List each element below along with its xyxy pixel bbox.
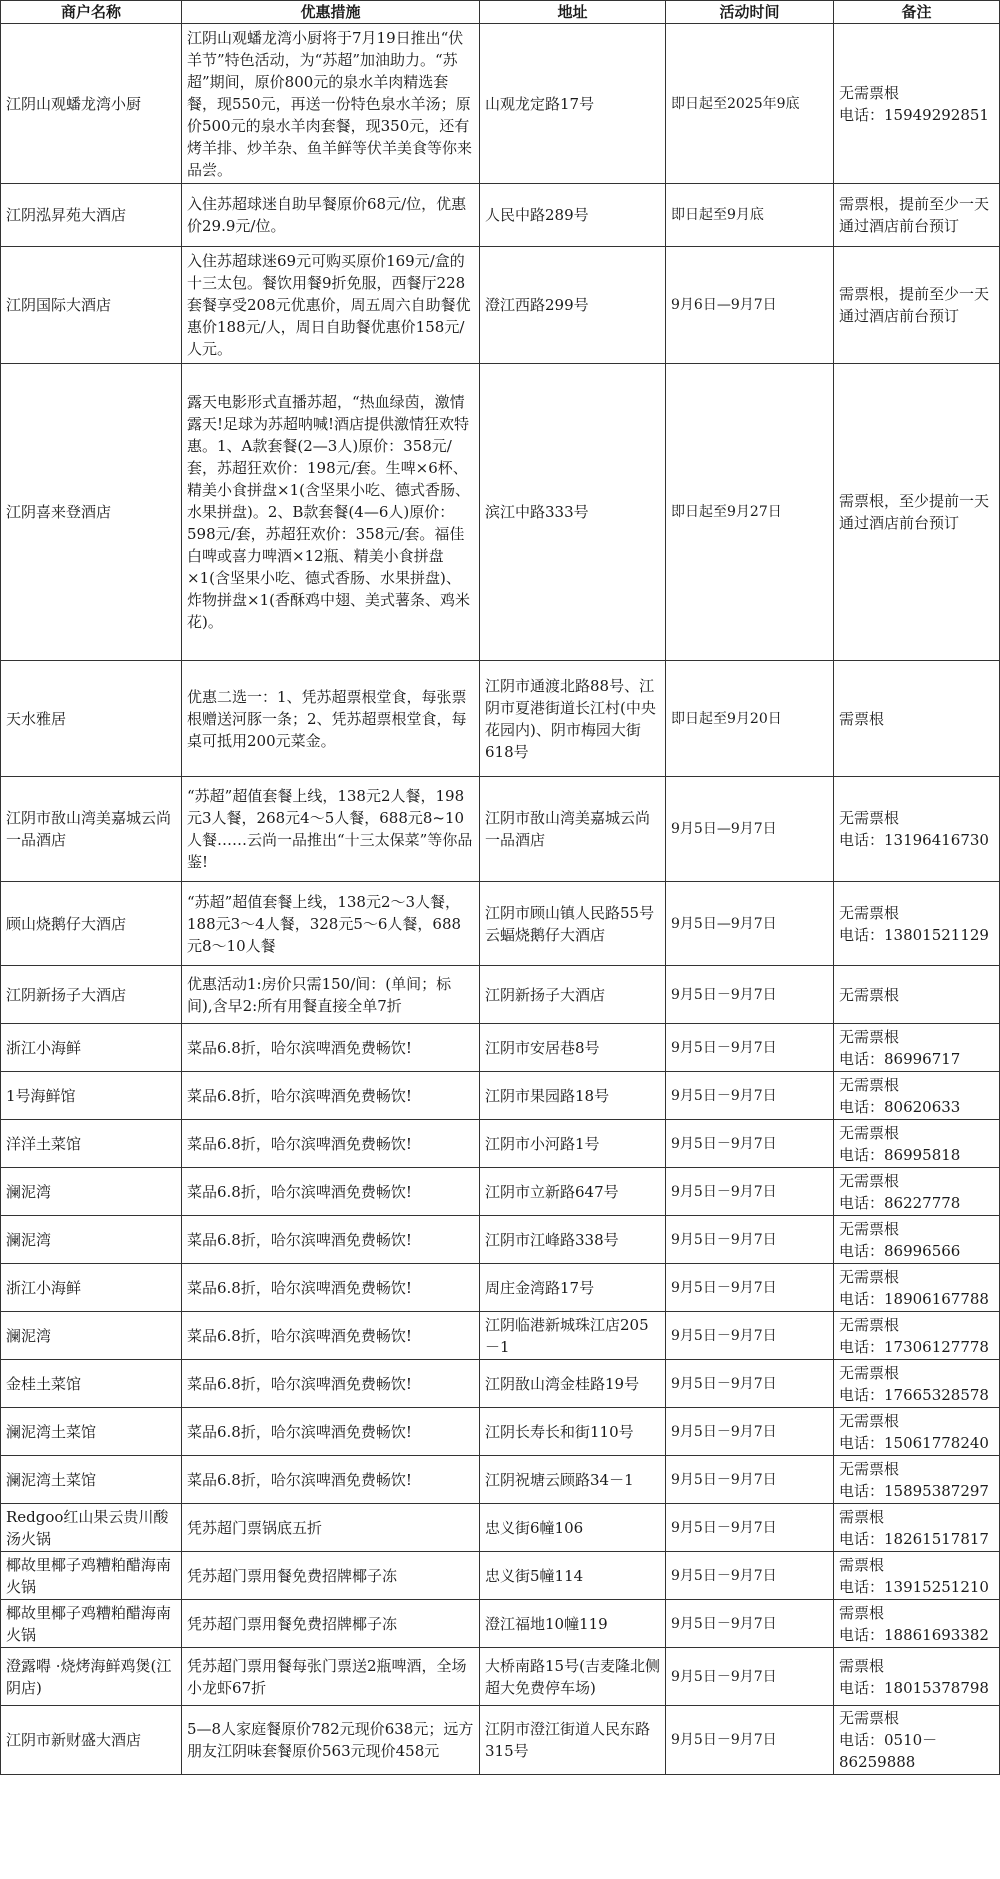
offer-text: 凭苏超门票用餐免费招牌椰子冻: [182, 1600, 480, 1648]
remark: [834, 777, 1000, 882]
table-row: [1, 1312, 1000, 1360]
table-row: [1, 1360, 1000, 1408]
remark-line-1: 需票根，提前至少一天通过酒店前台预订: [839, 195, 990, 235]
table-row: [1, 966, 1000, 1024]
header-offer: 优惠措施: [182, 1, 480, 24]
remark: [834, 24, 1000, 184]
remark-line-2: 电话：86995818: [839, 1145, 961, 1164]
remark: [834, 1120, 1000, 1168]
offer-text: 入住苏超球迷自助早餐原价68元/位，优惠价29.9元/位。: [182, 184, 480, 247]
remark-line-2: 电话：86996566: [839, 1241, 961, 1260]
address: 周庄金湾路17号: [480, 1264, 666, 1312]
offer-text: 菜品6.8折，哈尔滨啤酒免费畅饮!: [182, 1360, 480, 1408]
offer-text: 菜品6.8折，哈尔滨啤酒免费畅饮!: [182, 1456, 480, 1504]
address: 江阴市澄江街道人民东路315号: [480, 1706, 666, 1775]
address: 江阴新扬子大酒店: [480, 966, 666, 1024]
activity-time: 9月5日－9月7日: [666, 1456, 834, 1504]
offer-text: 江阴山观蟠龙湾小厨将于7月19日推出“伏羊节”特色活动，为“苏超”加油助力。“苏超”期间，原价800元的泉水羊肉精选套餐，现550元，再送一份特色泉水羊汤；原价500元的泉水羊肉套餐，现350元，还有烤羊排、炒羊杂、鱼羊鲜等伏羊美食等你来品尝。: [182, 24, 480, 184]
address: 忠义街5幢114: [480, 1552, 666, 1600]
remark-line-1: 需票根，至少提前一天通过酒店前台预订: [839, 492, 990, 532]
merchant-name: 洋洋土菜馆: [1, 1120, 182, 1168]
remark-line-2: 电话：17306127778: [839, 1337, 989, 1356]
remark: [834, 247, 1000, 364]
remark-line-1: 需票根: [839, 1603, 885, 1622]
remark-line-1: 无需票根: [839, 809, 900, 827]
address: 澄江福地10幢119: [480, 1600, 666, 1648]
table-row: [1, 1600, 1000, 1648]
address: 江阴市果园路18号: [480, 1072, 666, 1120]
activity-time: 9月5日－9月7日: [666, 1706, 834, 1775]
address: 江阴市立新路647号: [480, 1168, 666, 1216]
address: 大桥南路15号(吉麦隆北侧超大免费停车场): [480, 1648, 666, 1706]
activity-time: 9月5日－9月7日: [666, 1312, 834, 1360]
address: 澄江西路299号: [480, 247, 666, 364]
remark-line-1: 无需票根: [839, 1123, 900, 1142]
merchant-name: 澜泥湾土菜馆: [1, 1456, 182, 1504]
offer-text: 菜品6.8折，哈尔滨啤酒免费畅饮!: [182, 1312, 480, 1360]
activity-time: 9月5日—9月7日: [666, 777, 834, 882]
merchant-name: Redgoo红山果云贵川酸汤火锅: [1, 1504, 182, 1552]
remark-line-2: 电话：86227778: [839, 1193, 961, 1212]
remark-line-2: 电话：18261517817: [839, 1529, 989, 1548]
merchant-name: 椰故里椰子鸡糟粕醋海南火锅: [1, 1600, 182, 1648]
address: 江阴市安居巷8号: [480, 1024, 666, 1072]
merchant-name: 澜泥湾: [1, 1216, 182, 1264]
address: 江阴长寿长和街110号: [480, 1408, 666, 1456]
merchant-name: 1号海鲜馆: [1, 1072, 182, 1120]
remark: [834, 1360, 1000, 1408]
address: 江阴市顾山镇人民路55号云蝠烧鹅仔大酒店: [480, 882, 666, 966]
remark-line-1: 无需票根: [839, 1027, 900, 1046]
merchant-name: 江阴市敔山湾美嘉城云尚一品酒店: [1, 777, 182, 882]
remark-line-1: 无需票根: [839, 985, 900, 1004]
merchant-name: 天水雅居: [1, 661, 182, 777]
table-row: [1, 1120, 1000, 1168]
merchant-name: 浙江小海鲜: [1, 1264, 182, 1312]
activity-time: 9月5日－9月7日: [666, 1120, 834, 1168]
offer-text: 菜品6.8折，哈尔滨啤酒免费畅饮!: [182, 1072, 480, 1120]
table-row: [1, 1408, 1000, 1456]
address: 山观龙定路17号: [480, 24, 666, 184]
remark: [834, 1552, 1000, 1600]
remark: [834, 1648, 1000, 1706]
remark-line-2: 电话：13915251210: [839, 1577, 989, 1596]
offer-text: 凭苏超门票用餐每张门票送2瓶啤酒，全场小龙虾67折: [182, 1648, 480, 1706]
offer-text: 凭苏超门票锅底五折: [182, 1504, 480, 1552]
remark-line-2: 电话：15061778240: [839, 1433, 989, 1452]
table-row: [1, 1648, 1000, 1706]
remark-line-2: 电话：15895387297: [839, 1481, 989, 1500]
remark-line-1: 需票根: [839, 709, 885, 728]
remark-line-1: 无需票根: [839, 1267, 900, 1286]
remark-line-1: 无需票根: [839, 903, 900, 922]
offer-text: 菜品6.8折，哈尔滨啤酒免费畅饮!: [182, 1120, 480, 1168]
address: 江阴市通渡北路88号、江阴市夏港街道长江村(中央花园内)、阴市梅园大街618号: [480, 661, 666, 777]
table-row: [1, 24, 1000, 184]
remark: [834, 364, 1000, 661]
table-row: [1, 1264, 1000, 1312]
address: 江阴祝塘云顾路34－1: [480, 1456, 666, 1504]
activity-time: 9月5日—9月7日: [666, 882, 834, 966]
remark-line-2: 电话：18015378798: [839, 1678, 989, 1697]
merchant-name: 金桂土菜馆: [1, 1360, 182, 1408]
remark: [834, 1456, 1000, 1504]
merchant-name: 江阴山观蟠龙湾小厨: [1, 24, 182, 184]
remark-line-1: 无需票根: [839, 1315, 900, 1334]
header-time: 活动时间: [666, 1, 834, 24]
table-row: [1, 184, 1000, 247]
offer-text: 优惠活动1:房价只需150/间：(单间；标间),含早2:所有用餐直接全单7折: [182, 966, 480, 1024]
remark-line-2: 电话：18906167788: [839, 1289, 989, 1308]
activity-time: 9月5日－9月7日: [666, 1600, 834, 1648]
remark-line-2: 电话：15949292851: [839, 105, 989, 124]
activity-time: 9月5日－9月7日: [666, 1648, 834, 1706]
table-row: [1, 1216, 1000, 1264]
table-row: [1, 1706, 1000, 1775]
remark-line-1: 无需票根: [839, 1411, 900, 1430]
address: 江阴临港新城珠江店205－1: [480, 1312, 666, 1360]
activity-time: 即日起至9月27日: [666, 364, 834, 661]
address: 江阴市敔山湾美嘉城云尚一品酒店: [480, 777, 666, 882]
header-note: 备注: [834, 1, 1000, 24]
offer-text: 菜品6.8折，哈尔滨啤酒免费畅饮!: [182, 1168, 480, 1216]
table-row: [1, 364, 1000, 661]
remark-line-2: 电话：86996717: [839, 1049, 961, 1068]
activity-time: 即日起至2025年9底: [666, 24, 834, 184]
remark-line-1: 需票根: [839, 1656, 885, 1675]
activity-time: 9月5日－9月7日: [666, 1024, 834, 1072]
offer-text: “苏超”超值套餐上线，138元2～3人餐，188元3～4人餐，328元5～6人餐，688元8～10人餐: [182, 882, 480, 966]
activity-time: 9月5日－9月7日: [666, 1264, 834, 1312]
activity-time: 9月5日－9月7日: [666, 1360, 834, 1408]
remark: [834, 1216, 1000, 1264]
remark-line-2: 电话：13196416730: [839, 831, 989, 849]
table-row: [1, 1168, 1000, 1216]
activity-time: 9月5日－9月7日: [666, 966, 834, 1024]
table-row: [1, 247, 1000, 364]
offer-text: 菜品6.8折，哈尔滨啤酒免费畅饮!: [182, 1024, 480, 1072]
activity-time: 9月5日－9月7日: [666, 1216, 834, 1264]
remark: [834, 1168, 1000, 1216]
remark: [834, 1504, 1000, 1552]
merchant-name: 澜泥湾: [1, 1312, 182, 1360]
remark: [834, 184, 1000, 247]
remark: [834, 1024, 1000, 1072]
activity-time: 9月6日—9月7日: [666, 247, 834, 364]
table-row: [1, 661, 1000, 777]
address: 滨江中路333号: [480, 364, 666, 661]
remark: [834, 1072, 1000, 1120]
remark-line-2: 电话：17665328578: [839, 1385, 989, 1404]
merchant-name: 浙江小海鲜: [1, 1024, 182, 1072]
merchant-name: 顾山烧鹅仔大酒店: [1, 882, 182, 966]
offer-text: 露天电影形式直播苏超，“热血绿茵，激情露天!足球为苏超呐喊!酒店提供激情狂欢特惠。1、A款套餐(2—3人)原价：358元/套，苏超狂欢价：198元/套。生啤×6杯、精美小食拼盘×1(含坚果小吃、德式香肠、水果拼盘)。2、B款套餐(4—6人)原价：598元/套，苏超狂欢价：358元/套。福佳白啤或喜力啤酒×12瓶、精美小食拼盘×1(含坚果小吃、德式香肠、水果拼盘)、炸物拼盘×1(香酥鸡中翅、美式薯条、鸡米花)。: [182, 364, 480, 661]
table-row: [1, 777, 1000, 882]
merchant-name: 澄露嘚 ·烧烤海鲜鸡煲(江阴店): [1, 1648, 182, 1706]
address: 江阴市小河路1号: [480, 1120, 666, 1168]
remark-line-1: 无需票根: [839, 83, 900, 102]
activity-time: 9月5日－9月7日: [666, 1168, 834, 1216]
remark-line-1: 需票根: [839, 1507, 885, 1526]
activity-time: 即日起至9月底: [666, 184, 834, 247]
offer-text: 菜品6.8折，哈尔滨啤酒免费畅饮!: [182, 1216, 480, 1264]
remark: [834, 1312, 1000, 1360]
activity-time: 9月5日－9月7日: [666, 1072, 834, 1120]
remark-line-2: 电话：0510－86259888: [839, 1731, 938, 1771]
table-row: [1, 882, 1000, 966]
activity-time: 9月5日－9月7日: [666, 1552, 834, 1600]
remark: [834, 1600, 1000, 1648]
address: 江阴市江峰路338号: [480, 1216, 666, 1264]
remark-line-1: 无需票根: [839, 1075, 900, 1094]
remark: [834, 882, 1000, 966]
address: 人民中路289号: [480, 184, 666, 247]
remark-line-1: 无需票根: [839, 1171, 900, 1190]
header-address: 地址: [480, 1, 666, 24]
merchant-name: 澜泥湾土菜馆: [1, 1408, 182, 1456]
remark-line-1: 无需票根: [839, 1709, 900, 1727]
merchant-name: 江阴国际大酒店: [1, 247, 182, 364]
merchant-name: 椰故里椰子鸡糟粕醋海南火锅: [1, 1552, 182, 1600]
offer-text: 菜品6.8折，哈尔滨啤酒免费畅饮!: [182, 1264, 480, 1312]
offer-text: 入住苏超球迷69元可购买原价169元/盒的十三太包。餐饮用餐9折免服，西餐厅228套餐享受208元优惠价，周五周六自助餐优惠价188元/人，周日自助餐优惠价158元/人元。: [182, 247, 480, 364]
table-row: [1, 1552, 1000, 1600]
table-row: [1, 1072, 1000, 1120]
remark-line-2: 电话：80620633: [839, 1097, 961, 1116]
offer-text: 5—8人家庭餐原价782元现价638元；远方朋友江阴味套餐原价563元现价458元: [182, 1706, 480, 1775]
remark: [834, 661, 1000, 777]
remark: [834, 966, 1000, 1024]
offer-text: 凭苏超门票用餐免费招牌椰子冻: [182, 1552, 480, 1600]
activity-time: 即日起至9月20日: [666, 661, 834, 777]
offer-text: 优惠二选一：1、凭苏超票根堂食，每张票根赠送河豚一条；2、凭苏超票根堂食，每桌可抵用200元菜金。: [182, 661, 480, 777]
address: 忠义街6幢106: [480, 1504, 666, 1552]
merchant-name: 江阴新扬子大酒店: [1, 966, 182, 1024]
remark-line-1: 无需票根: [839, 1363, 900, 1382]
merchant-name: 江阴喜来登酒店: [1, 364, 182, 661]
activity-time: 9月5日－9月7日: [666, 1408, 834, 1456]
remark-line-1: 无需票根: [839, 1459, 900, 1478]
header-name: 商户名称: [1, 1, 182, 24]
merchant-name: 江阴泓昇苑大酒店: [1, 184, 182, 247]
remark-line-1: 需票根: [839, 1555, 885, 1574]
offer-text: “苏超”超值套餐上线，138元2人餐，198元3人餐，268元4～5人餐，688元8~10人餐……云尚一品推出“十三太保菜”等你品鉴!: [182, 777, 480, 882]
remark-line-2: 电话：13801521129: [839, 925, 989, 944]
remark-line-1: 无需票根: [839, 1219, 900, 1238]
remark: [834, 1706, 1000, 1775]
merchant-name: 澜泥湾: [1, 1168, 182, 1216]
merchant-name: 江阴市新财盛大酒店: [1, 1706, 182, 1775]
remark-line-2: 电话：18861693382: [839, 1625, 989, 1644]
remark-line-1: 需票根，提前至少一天通过酒店前台预订: [839, 285, 990, 325]
table-row: [1, 1024, 1000, 1072]
activity-time: 9月5日－9月7日: [666, 1504, 834, 1552]
offer-text: 菜品6.8折，哈尔滨啤酒免费畅饮!: [182, 1408, 480, 1456]
address: 江阴敔山湾金桂路19号: [480, 1360, 666, 1408]
table-row: [1, 1504, 1000, 1552]
remark: [834, 1264, 1000, 1312]
table-header-row: [1, 1, 1000, 24]
remark: [834, 1408, 1000, 1456]
table-row: [1, 1456, 1000, 1504]
